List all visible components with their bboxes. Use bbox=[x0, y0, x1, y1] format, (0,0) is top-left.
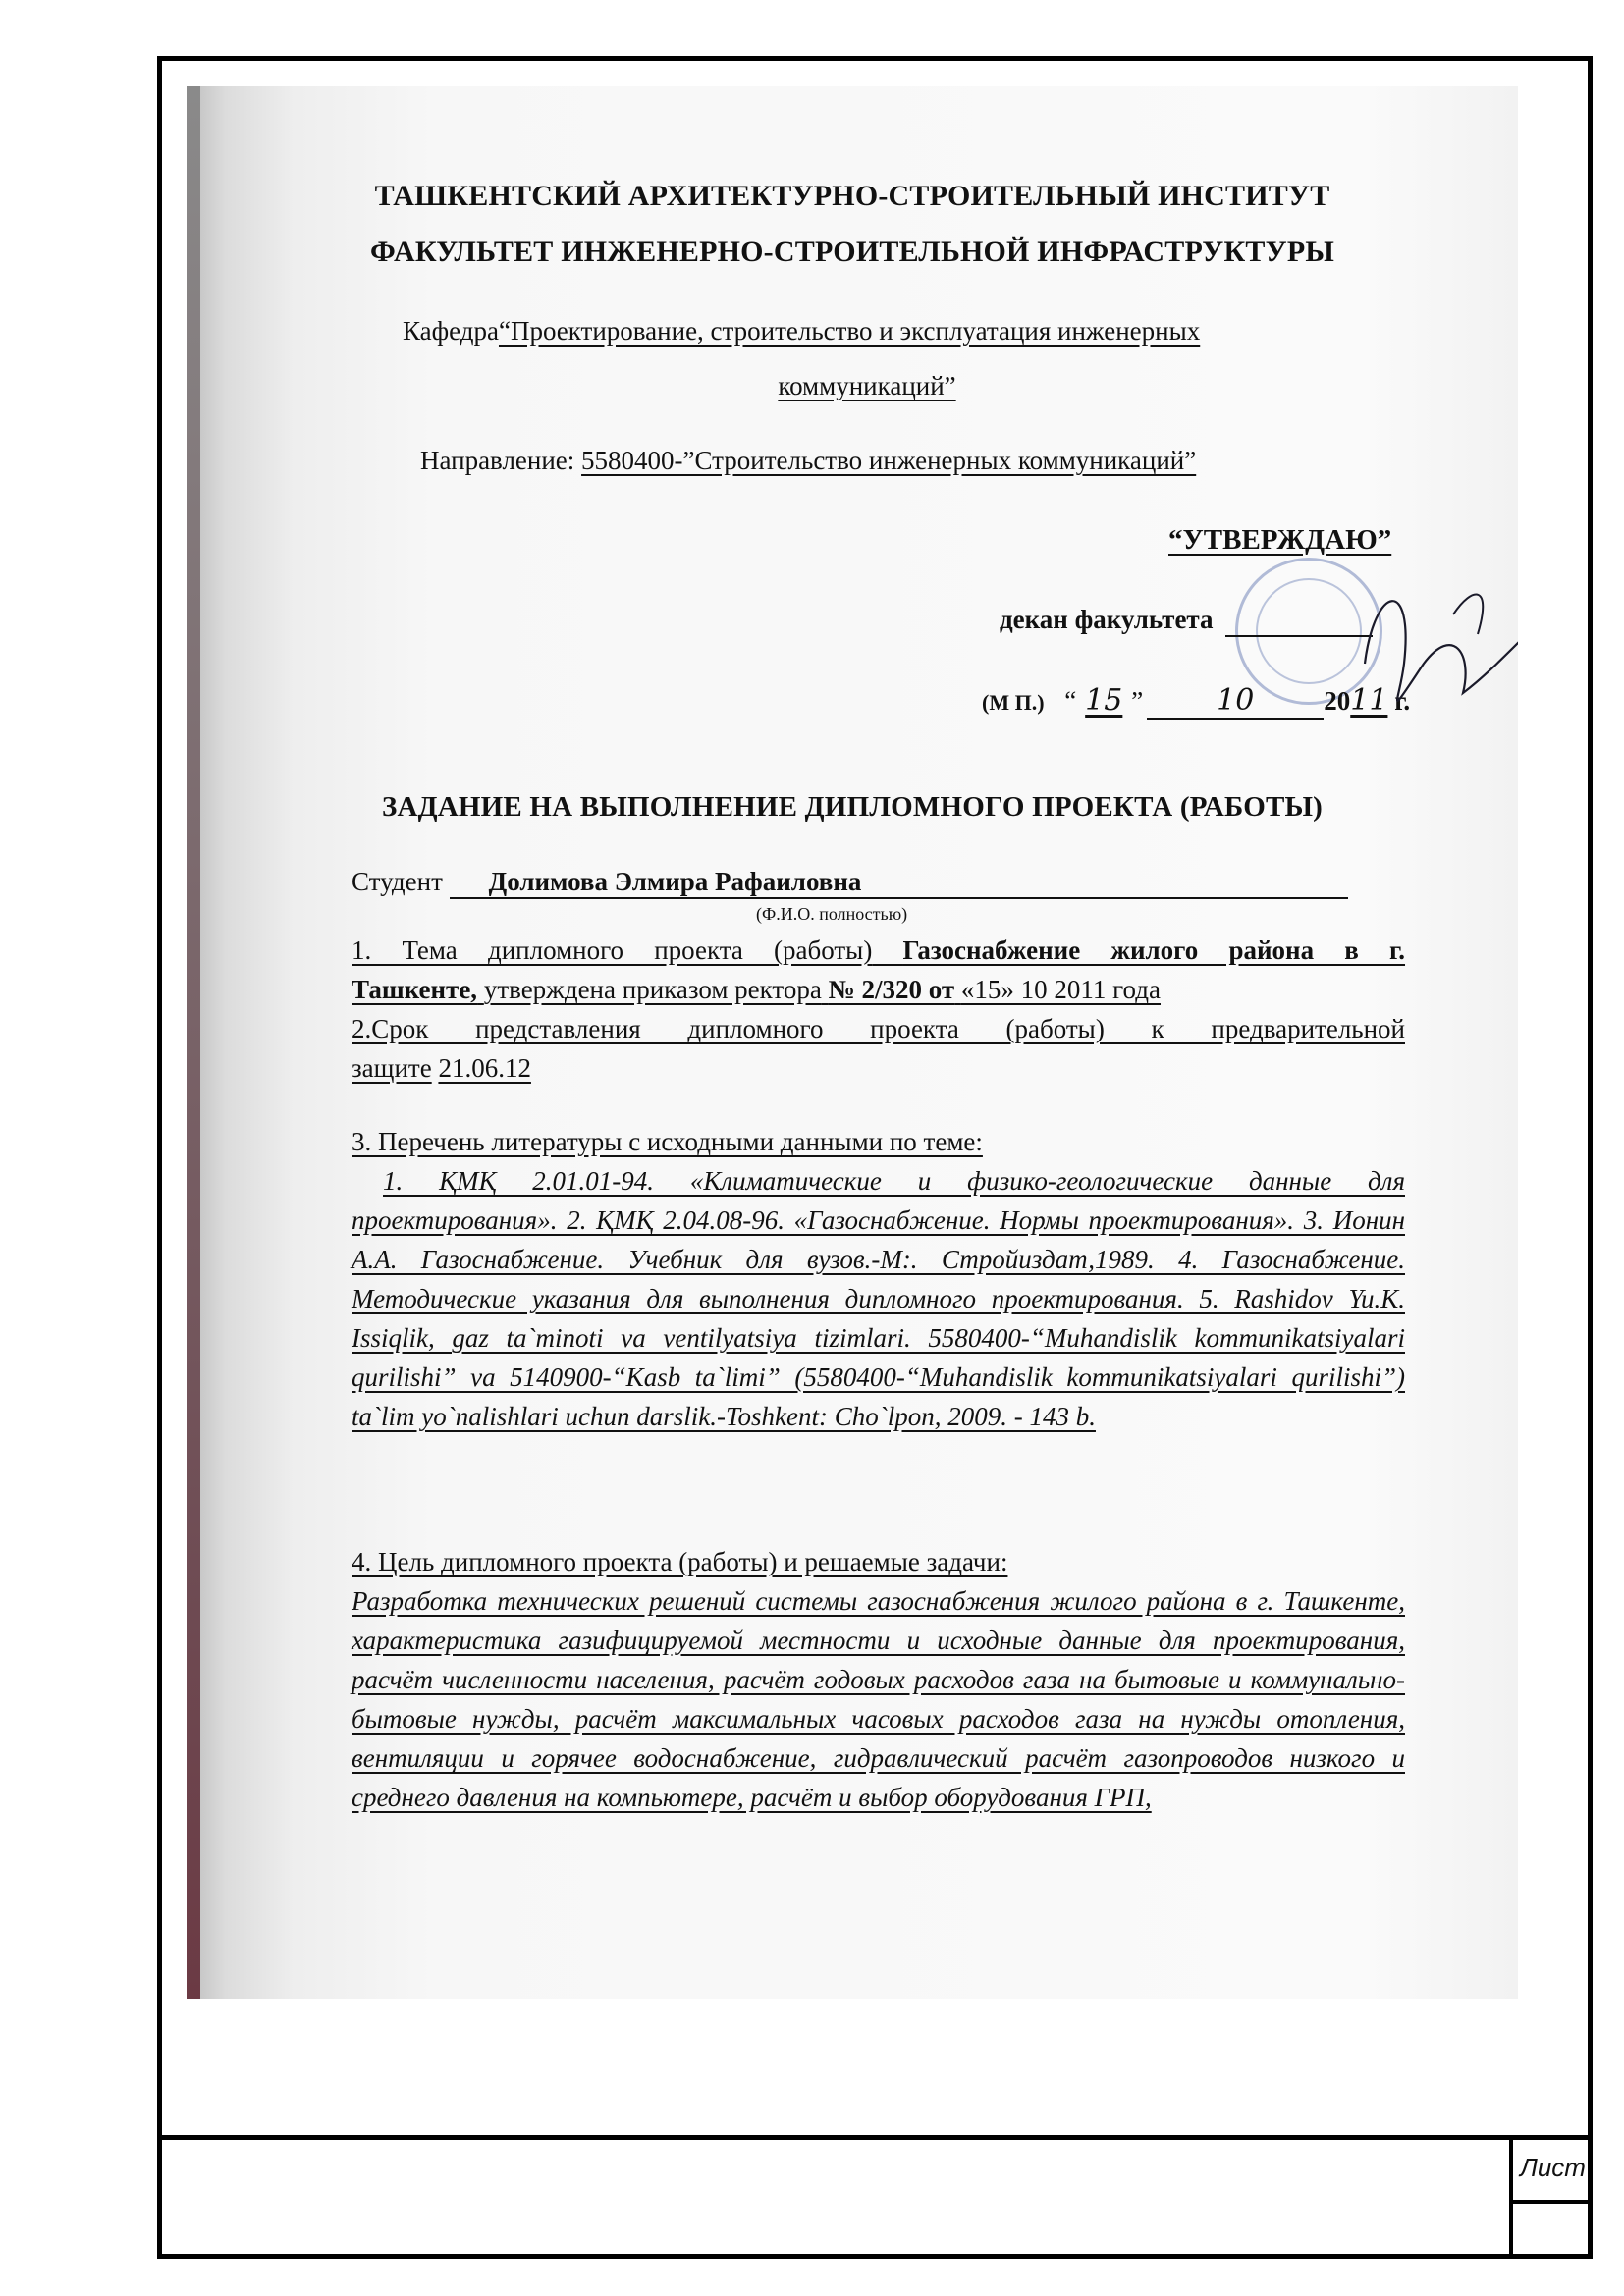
item-1-line-1 bbox=[352, 931, 1405, 970]
item-1-line-2 bbox=[352, 970, 1405, 1009]
department-line bbox=[403, 316, 1200, 347]
item-1-topic-b: Ташкенте, bbox=[352, 975, 478, 1004]
item-1-order: № 2/320 от bbox=[828, 975, 955, 1004]
department-label: Кафедра bbox=[403, 316, 499, 346]
year-prefix: 20 bbox=[1324, 686, 1351, 716]
dean-signature bbox=[1306, 546, 1518, 772]
approval-month: 10 bbox=[1147, 683, 1324, 720]
mp-label: (М П.) bbox=[982, 690, 1045, 715]
institute-heading: ТАШКЕНТСКИЙ АРХИТЕКТУРНО-СТРОИТЕЛЬНЫЙ ИНСТИТУТ bbox=[374, 180, 1330, 212]
document-title: ЗАДАНИЕ НА ВЫПОЛНЕНИЕ ДИПЛОМНОГО ПРОЕКТА (РАБОТЫ) bbox=[381, 791, 1324, 823]
scanned-page bbox=[187, 86, 1518, 1999]
item-3-body: 1. ҚМҚ 2.01.01-94. «Климатические и физико-геологические данные для проектирования». 2. ҚМҚ 2.04.08-96. «Газоснабжение. Нормы проектирования». 3. Ионин А.А. Газоснабжение. Учебник для вузов.-М:. Стройиздат,1989. 4. Газоснабжение. Методические указания для выполнения дипломного проектирования. 5. Rashidov Yu.K. Issiqlik, gaz ta`minoti va ventilyatsiya tizimlari. 5580400-“Muhandislik kommunikatsiyalari qurilishi” va 5140900-“Kasb ta`limi” (5580400-“Muhandislik kommunikatsiyalari qurilishi”) ta`lim yo`nalishlari uchun darslik.-Toshkent: Cho`lpon, 2009. - 143 b. bbox=[352, 1166, 1405, 1431]
title-block-line bbox=[157, 2135, 1593, 2140]
item-4-body: Разработка технических решений системы газоснабжения жилого района в г. Ташкенте, характеристика газифицируемой местности и исходные данные для проектирования, расчёт численности населения, расчёт годовых расходов газа на бытовые и коммунально-бытовые нужды, расчёт максимальных часовых расходов газа на нужды отопления, вентиляции и горячее водоснабжение, гидравлический расчёт газопроводов низкого и среднего давления на компьютере, расчёт и выбор оборудования ГРП, bbox=[352, 1586, 1405, 1812]
item-2-line-2 bbox=[352, 1048, 1405, 1088]
item-4-title: 4. Цель дипломного проекта (работы) и решаемые задачи: bbox=[352, 1547, 1008, 1576]
direction-label: Направление: bbox=[420, 446, 575, 475]
document-content bbox=[187, 86, 1518, 1999]
item-1-approved: утверждена приказом ректора bbox=[483, 975, 822, 1004]
student-caption: (Ф.И.О. полностью) bbox=[756, 904, 908, 924]
direction-line bbox=[420, 446, 1196, 476]
item-3-title: 3. Перечень литературы с исходными данными по теме: bbox=[352, 1127, 983, 1156]
item-1-prefix: 1. Тема дипломного проекта (работы) bbox=[352, 935, 873, 965]
approval-day: 15 bbox=[1085, 683, 1123, 718]
department-value-2: коммуникаций” bbox=[778, 371, 956, 400]
year-suffix: 11 bbox=[1350, 683, 1388, 718]
direction-value: 5580400-”Строительство инженерных коммуникаций” bbox=[581, 446, 1197, 475]
approve-label: “УТВЕРЖДАЮ” bbox=[1168, 524, 1392, 556]
sheet-box-divider bbox=[1513, 2200, 1593, 2204]
department-line-2 bbox=[187, 371, 1518, 401]
sheet-label: Лист bbox=[1520, 2153, 1586, 2182]
faculty-heading: ФАКУЛЬТЕТ ИНЖЕНЕРНО-СТРОИТЕЛЬНОЙ ИНФРАСТРУКТУРЫ bbox=[369, 236, 1335, 268]
item-2-date: 21.06.12 bbox=[438, 1053, 531, 1083]
sheet-number-box bbox=[1509, 2135, 1593, 2259]
student-line bbox=[352, 867, 1348, 899]
year-tail: г. bbox=[1394, 686, 1411, 716]
department-value-1: “Проектирование, строительство и эксплуатация инженерных bbox=[498, 316, 1201, 346]
open-quote: “ bbox=[1064, 686, 1077, 716]
item-2 bbox=[352, 1009, 1405, 1088]
item-2-text: 2.Срок представления дипломного проекта (работы) к предварительной bbox=[352, 1014, 1405, 1043]
item-1-topic-a: Газоснабжение жилого района в г. bbox=[902, 935, 1406, 965]
student-label: Студент bbox=[352, 867, 443, 896]
student-name: Долимова Элмира Рафаиловна bbox=[450, 867, 1348, 899]
dean-label: декан факультета bbox=[1000, 605, 1214, 634]
item-2-text-2: защите bbox=[352, 1053, 432, 1083]
item-1-date: «15» 10 2011 года bbox=[960, 975, 1161, 1004]
close-quote: ” bbox=[1131, 686, 1144, 716]
item-1 bbox=[352, 931, 1405, 1009]
